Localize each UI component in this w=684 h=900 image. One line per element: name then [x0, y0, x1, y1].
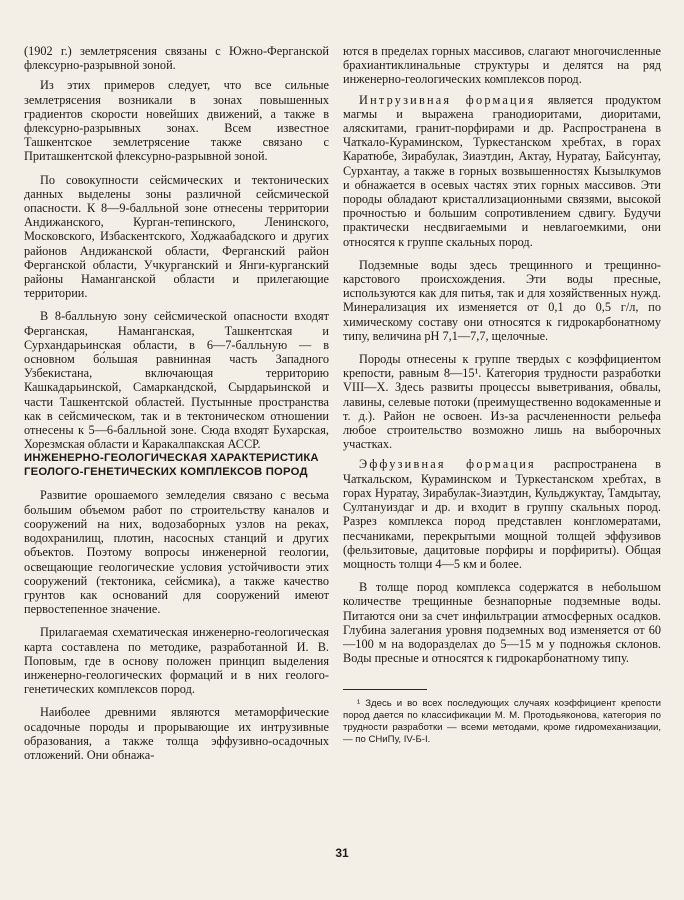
page-number: 31 — [335, 846, 349, 860]
paragraph: Из этих примеров следует, что все сильные землетрясения возникали в зонах повышенных градиентов скорости новейших движений, а также в флексурно-разрывных зонах. Всем известное Ташкентское землетрясение также связано с Приташкентской флексурно-разрывной зоной. — [24, 78, 329, 164]
footnote: ¹ Здесь и во всех последующих случаях коэффициент крепости пород дается по классификации М. М. Протодьяконова, категория по трудности разработки — всеми методами, кроме гидромеханизации, — по СНиПу, IV-Б-I. — [343, 698, 661, 745]
term-emphasis: Интрузивная формация — [359, 92, 536, 107]
paragraph: Наиболее древними являются метаморфические осадочные породы и прорывающие их интрузивные образования, а также толща эффузивно-осадочных отложений. Они обнажа- — [24, 705, 329, 762]
paragraph — [343, 93, 661, 249]
section-heading: ИНЖЕНЕРНО-ГЕОЛОГИЧЕСКАЯ ХАРАКТЕРИСТИКА ГЕОЛОГО-ГЕНЕТИЧЕСКИХ КОМПЛЕКСОВ ПОРОД — [24, 452, 319, 479]
paragraph: По совокупности сейсмических и тектонических данных выделены зоны различной сейсмической опасности. К 8—9-балльной зоне отнесены территории Андижанского, Курган-тепинского, Ленинского, Московского, Избаскентского, Ходжаабадского и других районов Андижанской области, Ферганский район Ферганской области, Учкурганский и Янги-курганский районы Наманганской области и прилегающие территории. — [24, 172, 329, 301]
paragraph: Прилагаемая схематическая инженерно-геологическая карта составлена по методике, разработанной И. В. Поповым, где в основу положен принцип выделения инженерно-геологических формаций и в них геолого-генетических комплексов пород. — [24, 625, 329, 697]
paragraph: В толще пород комплекса содержатся в небольшом количестве трещинные безнапорные подземные воды. Питаются они за счет инфильтрации атмосферных осадков. Глубина залегания уровня подземных вод изменяется от 60—100 м на водоразделах до 5—15 м у подножья склонов. Воды пресные и относятся к гидрокарбонатному типу. — [343, 580, 661, 666]
left-column — [24, 44, 329, 762]
paragraph: Развитие орошаемого земледелия связано с весьма большим объемом работ по строительству каналов и сооружений на них, водозаборных узлов на реках, водохранилищ, плотин, насосных станций и других объектов. Поэтому вопросы инженерной геологии, освещающие геологические условия устойчивости этих сооружений (тектоника, сейсмика), а также качество грунтов как оснований для сооружений имеют первостепенное значение. — [24, 488, 329, 617]
paragraph: Подземные воды здесь трещинного и трещинно-карстового происхождения. Эти воды пресные, используются как для питья, так и для хозяйственных нужд. Минерализация их изменяется от 0,1 до 0,5 г/л, по химическому составу они относятся к гидрокарбонатному типу, величина pH 7,1—7,7, щелочные. — [343, 257, 661, 343]
footnote-divider — [343, 689, 427, 690]
term-emphasis: Эффузивная формация — [359, 457, 536, 472]
right-column — [343, 44, 661, 746]
paragraph — [343, 457, 661, 571]
paragraph: Породы отнесены к группе твердых с коэффициентом крепости, равным 8—15¹. Категория трудности разработки VIII—X. Здесь развиты процессы выветривания, обвалы, лавины, селевые потоки (преимущественно водокаменные и т. д.). Район не освоен. Из-за расчлененности рельефа любое строительство возможно лишь на выборочных участках. — [343, 352, 661, 452]
paragraph-text: распространена в Чаткальском, Кураминском и Туркестанском хребтах, в горах Нуратау, Зирабулак-Зиаэтдин, Кульджуктау, Тамдытау, Султануиздаг и др. и входит в группу скальных пород. Разрез комплекса пород представлен конгломератами, песчаниками, перекрытыми мощной толщей эффузивов (фельзитовые, дацитовые порфиры и порфириты). Общая мощность толщи 4—5 км и более. — [343, 457, 661, 571]
paragraph: В 8-балльную зону сейсмической опасности входят Ферганская, Наманганская, Ташкентская и Сурхандарьинская области, в 6—7-балльную — в основном бо́льшая равнинная часть Западного Узбекистана, включающая территорию Кашкадарьинской, Самаркандской, Сырдарьинской и части Ташкентской областей. Пустынные пространства как в сейсмическом, так и в тектоническом отношении отнесены к 5—6-балльной зоне. Сюда входят Бухарская, Хорезмская области и Каракалпакская АССР. — [24, 309, 329, 452]
paragraph: (1902 г.) землетрясения связаны с Южно-Ферганской флексурно-разрывной зоной. — [24, 44, 329, 73]
paragraph-text: является продуктом магмы и выражена гранодиоритами, диоритами, аляскитами, гранит-порфирами и др. Распространена в Чаткало-Кураминском, Туркестанском хребтах, в горах Каратюбе, Зирабулак, Зиаэтдин, Актау, Нуратау, Байсунтау, Сурхантау, а также в горных возвышенностях Кызылкумов и обнажается в осевых частях этих горных массивов. Эти породы обладают кристаллизационными связями, высокой прочностью и большим сопротивлением сдвигу. Будучи практически несдвигаемыми и невлагоемкими, они относятся к группе скальных пород. — [343, 92, 661, 249]
paragraph: ются в пределах горных массивов, слагают многочисленные брахиантиклинальные структуры и делятся на ряд инженерно-геологических комплексов пород. — [343, 44, 661, 87]
